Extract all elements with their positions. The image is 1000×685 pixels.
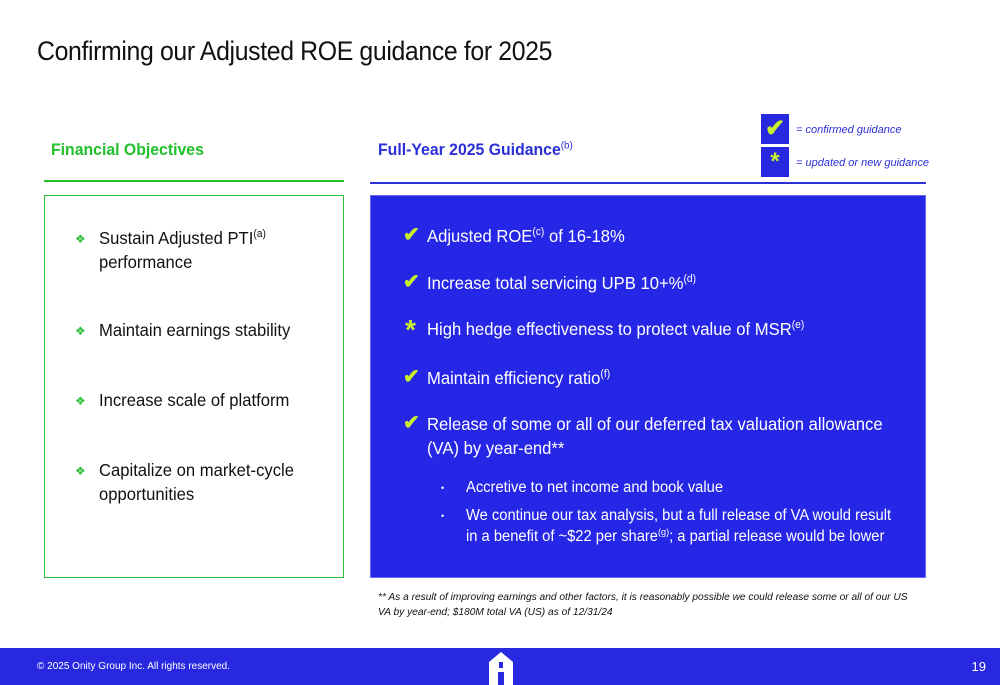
footnote-ref: (b) — [560, 139, 573, 152]
footnote-ref: (e) — [791, 319, 805, 332]
copyright-text: © 2025 Onity Group Inc. All rights reserved. — [37, 661, 231, 672]
page-number: 19 — [971, 659, 986, 674]
check-mark-icon: ✔ — [403, 412, 420, 434]
sub-item-text: Accretive to net income and book value — [466, 479, 724, 496]
guidance-panel — [370, 195, 926, 578]
footnote-ref: (f) — [600, 368, 611, 381]
diamond-bullet-icon: ❖ — [75, 464, 86, 478]
asterisk-icon: * — [405, 314, 416, 345]
guidance-text: High hedge effectiveness to protect value of MSR — [427, 319, 792, 339]
guidance-text: Release of some or all of our deferred tax valuation allowance (VA) by year-end** — [427, 414, 883, 458]
legend-confirmed-label: = confirmed guidance — [796, 124, 902, 136]
guidance-text-cont: of 16-18% — [544, 226, 625, 246]
sub-item-text-cont: ; a partial release would be lower — [669, 528, 885, 545]
slide-title: Confirming our Adjusted ROE guidance for 2025 — [37, 36, 553, 66]
diamond-bullet-icon: ❖ — [75, 324, 86, 338]
footnote-ref: (a) — [253, 228, 266, 241]
financial-objectives-box — [44, 195, 344, 578]
objective-text-cont: performance — [99, 252, 193, 272]
guidance-sub-item — [441, 477, 926, 498]
objective-text: Maintain earnings stability — [99, 320, 291, 340]
onity-logo-icon — [485, 650, 517, 685]
objective-text: Increase scale of platform — [99, 390, 290, 410]
objective-item — [75, 458, 329, 506]
guidance-item — [403, 366, 620, 390]
objective-item — [75, 388, 329, 412]
footnote-ref: (d) — [683, 273, 697, 286]
bullet-dot-icon: • — [441, 483, 445, 493]
sub-item-text: We continue our tax analysis, but a full release of VA would result in a benefit of ~$22 per share — [466, 507, 892, 545]
guidance-item — [403, 224, 635, 248]
financial-objectives-heading: Financial Objectives — [51, 140, 204, 159]
footnote: ** As a result of improving earnings and other factors, it is reasonably possible we could release some or all of our US VA by year-end; $180M total VA (US) as of 12/31/24 — [378, 591, 908, 618]
guidance-text: Maintain efficiency ratio — [427, 368, 601, 388]
check-mark-icon: ✔ — [403, 271, 420, 293]
left-divider — [44, 180, 344, 182]
bullet-dot-icon: • — [441, 511, 445, 521]
legend-updated-label: = updated or new guidance — [796, 157, 930, 169]
guidance-item — [403, 271, 710, 295]
diamond-bullet-icon: ❖ — [75, 394, 86, 408]
check-mark-icon: ✔ — [403, 224, 420, 246]
confirmed-check-icon: ✔ — [761, 114, 789, 144]
objective-text: Capitalize on market-cycle opportunities — [99, 460, 294, 504]
check-mark-icon: ✔ — [403, 366, 420, 388]
guidance-item — [403, 412, 917, 460]
guidance-heading — [378, 140, 573, 160]
updated-asterisk-icon: * — [761, 147, 789, 177]
objective-item — [75, 318, 329, 342]
diamond-bullet-icon: ❖ — [75, 232, 86, 246]
guidance-text: Increase total servicing UPB 10+% — [427, 273, 684, 293]
footer-bar — [0, 648, 1000, 685]
objective-item — [75, 226, 329, 274]
guidance-text: Adjusted ROE — [427, 226, 533, 246]
guidance-sub-item — [441, 505, 926, 547]
guidance-heading-text: Full-Year 2025 Guidance — [378, 140, 561, 159]
objective-text: Sustain Adjusted PTI — [99, 228, 254, 248]
footnote-ref: (g) — [657, 526, 670, 538]
footnote-ref: (c) — [532, 226, 545, 239]
guidance-item — [403, 314, 824, 345]
right-divider — [370, 182, 926, 184]
